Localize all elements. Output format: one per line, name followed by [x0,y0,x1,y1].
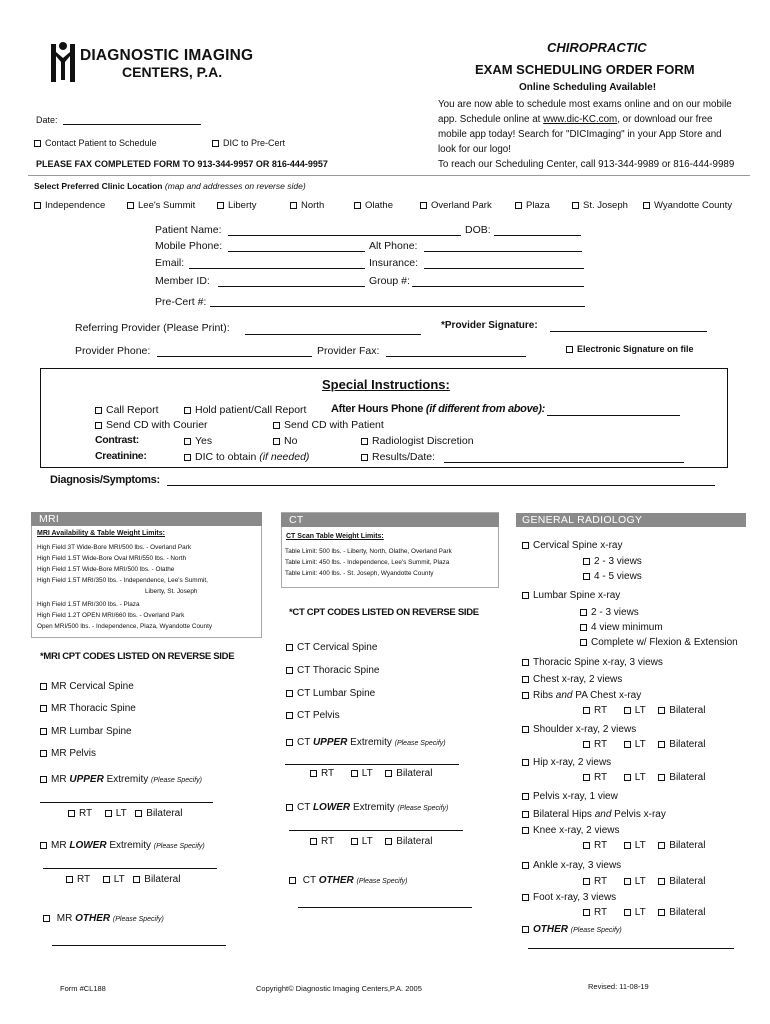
bilateral-checkbox[interactable] [658,842,665,849]
clinic-checkbox[interactable] [127,202,134,209]
ct-cpt-note: *CT CPT CODES LISTED ON REVERSE SIDE [289,607,479,618]
knee-sides [583,840,705,851]
bilateral-checkbox[interactable] [658,774,665,781]
shoulder-rt[interactable]: RT [583,739,607,750]
foot-xray-checkbox[interactable] [522,894,529,901]
rt-checkbox[interactable] [68,810,75,817]
rt-checkbox[interactable] [310,838,317,845]
views-checkbox[interactable] [583,573,590,580]
dob-label: DOB: [465,224,491,236]
mri-limit-1: High Field 1.5T Wide-Bore Oval MRI/550 lbs. - North [37,555,187,562]
patient-name-field[interactable] [228,235,461,236]
dic-obtain-option[interactable]: DIC to obtain (if needed) [184,451,309,463]
alt-phone-label: Alt Phone: [369,240,418,252]
dic-precert-option[interactable]: DIC to Pre-Cert [212,138,285,148]
mr-cervical-checkbox[interactable] [40,683,47,690]
bilateral-checkbox[interactable] [658,741,665,748]
group-label: Group #: [369,275,410,287]
mri-limit-7: Open MRI/500 lbs. - Independence, Plaza, Wyandotte County [37,623,213,630]
patient-name-label: Patient Name: [155,224,222,236]
mobile-phone-field[interactable] [228,251,365,252]
ct-upper-bilateral[interactable]: Bilateral [385,768,432,779]
mr-upper-extremity[interactable]: MR UPPER Extremity (Please Specify) [40,774,202,785]
mr-lower-bilateral[interactable]: Bilateral [133,874,180,885]
after-hours-label: After Hours Phone (if different from above): [331,403,545,415]
cervical-spine-xray[interactable]: Cervical Spine x-ray [522,540,622,551]
results-date-checkbox[interactable] [361,454,368,461]
online-text-3: mobile app today! Search for "DICImaging" in your App Store and [438,129,722,140]
dic-obtain-checkbox[interactable] [184,454,191,461]
ankle-xray[interactable]: Ankle x-ray, 3 views [522,860,621,871]
lumbar-2-3-views[interactable]: 2 - 3 views [580,607,639,618]
lt-checkbox[interactable] [624,842,631,849]
mr-cervical-spine[interactable]: MR Cervical Spine [40,681,134,692]
lt-checkbox[interactable] [103,876,110,883]
results-date-option[interactable]: Results/Date: [361,451,435,463]
precert-field[interactable] [210,306,585,307]
creatinine-label: Creatinine: [95,450,147,462]
diagnosis-label: Diagnosis/Symptoms: [50,474,160,486]
send-cd-patient-option[interactable]: Send CD with Patient [273,419,384,431]
hip-rt[interactable]: RT [583,772,607,783]
ct-limit-1: Table Limit: 450 lbs. - Independence, Lee's Summit, Plaza [285,559,450,566]
ankle-rt[interactable]: RT [583,876,607,887]
rt-checkbox[interactable] [66,876,73,883]
views-checkbox[interactable] [580,639,587,646]
lt-checkbox[interactable] [351,838,358,845]
hip-lt[interactable]: LT [624,772,646,783]
date-label: Date: [36,115,58,125]
contrast-no-option[interactable]: No [273,435,297,447]
shoulder-bilateral[interactable]: Bilateral [658,739,705,750]
hold-patient-checkbox[interactable] [184,407,191,414]
provider-signature-field[interactable] [550,331,707,332]
mri-limit-0: High Field 3T Wide-Bore MRI/500 lbs. - Overland Park [37,544,192,551]
mr-pelvis[interactable]: MR Pelvis [40,748,96,759]
logo-figure-icon [50,40,76,84]
ribs-xray[interactable]: Ribs and PA Chest x-ray [522,690,641,701]
ct-lower-checkbox[interactable] [286,804,293,811]
mr-upper-bilateral[interactable]: Bilateral [135,808,182,819]
clinic-north[interactable]: North [290,200,324,211]
dic-precert-checkbox[interactable] [212,140,219,147]
clinic-checkbox[interactable] [217,202,224,209]
thoracic-xray-checkbox[interactable] [522,659,529,666]
ct-lower-rt[interactable]: RT [310,836,334,847]
bilateral-checkbox[interactable] [658,878,665,885]
cervical-4-5-views[interactable]: 4 - 5 views [583,571,642,582]
bilateral-checkbox[interactable] [658,707,665,714]
member-id-field[interactable] [218,286,365,287]
mr-lumbar-checkbox[interactable] [40,728,47,735]
ankle-lt[interactable]: LT [624,876,646,887]
mri-limit-5: High Field 1.5T MRI/300 lbs. - Plaza [37,601,140,608]
title-form: EXAM SCHEDULING ORDER FORM [475,62,695,77]
mr-upper-lt[interactable]: LT [105,808,127,819]
ct-lower-field[interactable] [289,830,463,831]
mr-thoracic-checkbox[interactable] [40,705,47,712]
ankle-bilateral[interactable]: Bilateral [658,876,705,887]
insurance-label: Insurance: [369,257,419,269]
hip-sides [583,772,705,783]
contrast-yes-option[interactable]: Yes [184,435,212,447]
website-link[interactable]: www.dic-KC.com [543,114,618,125]
shoulder-sides [583,739,705,750]
mr-other-field[interactable] [52,945,226,946]
ct-upper-rt[interactable]: RT [310,768,334,779]
member-id-label: Member ID: [155,275,210,287]
electronic-signature-option[interactable]: Electronic Signature on file [566,344,694,354]
ct-upper-sides [310,768,432,779]
online-text-4: look for our logo! [438,144,511,155]
provider-phone-field[interactable] [157,356,312,357]
clinic-checkbox[interactable] [515,202,522,209]
mr-lower-checkbox[interactable] [40,842,47,849]
ct-lower-bilateral[interactable]: Bilateral [385,836,432,847]
mr-lower-sides [66,874,180,885]
bilateral-checkbox[interactable] [385,770,392,777]
hip-xray[interactable]: Hip x-ray, 2 views [522,757,611,768]
fax-instruction: PLEASE FAX COMPLETED FORM TO 913-344-9957 OR 816-444-9957 [36,159,328,169]
results-date-field[interactable] [444,462,684,463]
mr-other-checkbox[interactable] [43,915,50,922]
ct-lower-sides [310,836,432,847]
send-cd-courier-checkbox[interactable] [95,422,102,429]
pelvis-xray[interactable]: Pelvis x-ray, 1 view [522,791,618,802]
title-chiropractic: CHIROPRACTIC [547,40,647,55]
lumbar-complete[interactable]: Complete w/ Flexion & Extension [580,637,738,648]
ribs-lt[interactable]: LT [624,705,646,716]
clinic-st-joseph[interactable]: St. Joseph [572,200,628,211]
mr-thoracic-spine[interactable]: MR Thoracic Spine [40,703,136,714]
mr-lower-extremity[interactable]: MR LOWER Extremity (Please Specify) [40,840,205,851]
mr-upper-rt[interactable]: RT [68,808,92,819]
views-checkbox[interactable] [580,609,587,616]
ct-thoracic-checkbox[interactable] [286,667,293,674]
foot-lt[interactable]: LT [624,907,646,918]
bilateral-checkbox[interactable] [658,909,665,916]
mr-pelvis-checkbox[interactable] [40,750,47,757]
foot-sides [583,907,705,918]
shoulder-xray-checkbox[interactable] [522,726,529,733]
clinic-independence[interactable]: Independence [34,200,105,211]
mr-lower-field[interactable] [43,868,217,869]
ct-limit-2: Table Limit: 400 lbs. - St. Joseph, Wyandotte County [285,570,434,577]
call-report-option[interactable]: Call Report [95,404,159,416]
ct-cervical-checkbox[interactable] [286,644,293,651]
clinic-checkbox[interactable] [34,202,41,209]
scheduling-center-text: To reach our Scheduling Center, call 913-344-9989 or 816-444-9989 [438,159,735,170]
rt-checkbox[interactable] [583,741,590,748]
ct-thoracic-spine[interactable]: CT Thoracic Spine [286,665,379,676]
general-radiology-header: GENERAL RADIOLOGY [516,513,746,527]
clinic-checkbox[interactable] [354,202,361,209]
after-hours-field[interactable] [547,415,680,416]
ct-cervical-spine[interactable]: CT Cervical Spine [286,642,377,653]
ct-lower-extremity[interactable]: CT LOWER Extremity (Please Specify) [286,802,448,813]
ribs-sides [583,705,705,716]
referring-provider-label: Referring Provider (Please Print): [75,322,230,334]
precert-label: Pre-Cert #: [155,296,207,308]
dob-field[interactable] [494,235,581,236]
ct-lumbar-spine[interactable]: CT Lumbar Spine [286,688,375,699]
ct-pelvis[interactable]: CT Pelvis [286,710,340,721]
mr-lower-lt[interactable]: LT [103,874,125,885]
ct-upper-field[interactable] [285,764,459,765]
ankle-sides [583,876,705,887]
bilateral-checkbox[interactable] [385,838,392,845]
gr-other-checkbox[interactable] [522,926,529,933]
mri-header: MRI [31,512,262,526]
mri-limit-6: High Field 1.2T OPEN MRI/660 lbs. - Overland Park [37,612,185,619]
contrast-yes-checkbox[interactable] [184,438,191,445]
bilateral-checkbox[interactable] [133,876,140,883]
views-checkbox[interactable] [580,624,587,631]
contrast-label: Contrast: [95,434,139,446]
mr-upper-field[interactable] [40,802,213,803]
lt-checkbox[interactable] [624,878,631,885]
contact-patient-option[interactable]: Contact Patient to Schedule [34,138,157,148]
copyright: Copyright© Diagnostic Imaging Centers,P.A. 2005 [256,984,422,993]
rt-checkbox[interactable] [310,770,317,777]
knee-xray[interactable]: Knee x-ray, 2 views [522,825,620,836]
hip-xray-checkbox[interactable] [522,759,529,766]
clinic-checkbox[interactable] [572,202,579,209]
rt-checkbox[interactable] [583,842,590,849]
mobile-phone-label: Mobile Phone: [155,240,223,252]
foot-bilateral[interactable]: Bilateral [658,907,705,918]
alt-phone-field[interactable] [424,251,582,252]
cervical-2-3-views[interactable]: 2 - 3 views [583,556,642,567]
diagnosis-field[interactable] [167,485,715,486]
send-cd-patient-checkbox[interactable] [273,422,280,429]
ct-upper-lt[interactable]: LT [351,768,373,779]
referring-provider-field[interactable] [245,334,421,335]
rt-checkbox[interactable] [583,909,590,916]
ribs-bilateral[interactable]: Bilateral [658,705,705,716]
hip-bilateral[interactable]: Bilateral [658,772,705,783]
revised-date: Revised: 11-08-19 [588,982,649,991]
gr-other-field[interactable] [528,948,734,949]
lumbar-4-view-min[interactable]: 4 view minimum [580,622,663,633]
mri-cpt-note: *MRI CPT CODES LISTED ON REVERSE SIDE [40,651,235,662]
clinic-wyandotte[interactable]: Wyandotte County [643,200,732,211]
clinic-heading: Select Preferred Clinic Location (map and addresses on reverse side) [34,181,306,191]
ribs-xray-checkbox[interactable] [522,692,529,699]
provider-phone-label: Provider Phone: [75,345,151,357]
mri-limits-title: MRI Availability & Table Weight Limits: [37,530,165,537]
clinic-liberty[interactable]: Liberty [217,200,257,211]
clinic-plaza[interactable]: Plaza [515,200,550,211]
online-text-1: You are now able to schedule most exams online and on our mobile [438,99,732,110]
special-instructions-heading: Special Instructions: [322,377,450,392]
hold-patient-option[interactable]: Hold patient/Call Report [184,404,306,416]
group-field[interactable] [412,286,584,287]
clinic-overland-park[interactable]: Overland Park [420,200,492,211]
mr-upper-checkbox[interactable] [40,776,47,783]
clinic-checkbox[interactable] [290,202,297,209]
mri-limit-4: Liberty, St. Joseph [145,588,198,595]
form-number: Form #CL188 [60,984,106,993]
chest-xray[interactable]: Chest x-ray, 2 views [522,674,622,685]
ct-upper-extremity[interactable]: CT UPPER Extremity (Please Specify) [286,737,446,748]
online-heading: Online Scheduling Available! [519,82,657,93]
lumbar-xray-checkbox[interactable] [522,592,529,599]
provider-fax-field[interactable] [386,356,526,357]
contrast-no-checkbox[interactable] [273,438,280,445]
mri-limit-3: High Field 1.5T MRI/350 lbs. - Independence, Lee's Summit, [37,577,208,584]
ct-header: CT [281,513,499,527]
foot-xray[interactable]: Foot x-ray, 3 views [522,892,616,903]
rt-checkbox[interactable] [583,774,590,781]
date-field[interactable] [63,124,201,125]
knee-rt[interactable]: RT [583,840,607,851]
clinic-olathe[interactable]: Olathe [354,200,393,211]
clinic-checkbox[interactable] [643,202,650,209]
bilateral-hips-xray[interactable]: Bilateral Hips and Pelvis x-ray [522,809,666,820]
rt-checkbox[interactable] [583,707,590,714]
ct-upper-checkbox[interactable] [286,739,293,746]
mr-lower-rt[interactable]: RT [66,874,90,885]
online-text [438,97,732,157]
knee-xray-checkbox[interactable] [522,827,529,834]
mr-other[interactable]: MR OTHER (Please Specify) [43,913,164,924]
ct-other-checkbox[interactable] [289,877,296,884]
divider [28,175,750,176]
online-text-2: app. Schedule online at www.dic-KC.com, or download our free [438,114,713,125]
views-checkbox[interactable] [583,558,590,565]
email-field[interactable] [189,268,365,269]
mr-lumbar-spine[interactable]: MR Lumbar Spine [40,726,132,737]
contact-patient-checkbox[interactable] [34,140,41,147]
logo-line2: CENTERS, P.A. [122,64,223,80]
radiologist-discretion-checkbox[interactable] [361,438,368,445]
provider-signature-label: *Provider Signature: [441,320,538,331]
radiologist-discretion-option[interactable]: Radiologist Discretion [361,435,474,447]
mr-upper-sides [68,808,182,819]
clinic-lees-summit[interactable]: Lee's Summit [127,200,195,211]
ct-lumbar-checkbox[interactable] [286,690,293,697]
lt-checkbox[interactable] [624,909,631,916]
pelvis-xray-checkbox[interactable] [522,793,529,800]
bilateral-hips-checkbox[interactable] [522,811,529,818]
lt-checkbox[interactable] [624,707,631,714]
cervical-xray-checkbox[interactable] [522,542,529,549]
lt-checkbox[interactable] [351,770,358,777]
lumbar-spine-xray[interactable]: Lumbar Spine x-ray [522,590,620,601]
knee-bilateral[interactable]: Bilateral [658,840,705,851]
foot-rt[interactable]: RT [583,907,607,918]
gr-other[interactable]: OTHER (Please Specify) [522,924,622,935]
ct-pelvis-checkbox[interactable] [286,712,293,719]
send-cd-courier-option[interactable]: Send CD with Courier [95,419,208,431]
shoulder-lt[interactable]: LT [624,739,646,750]
ribs-rt[interactable]: RT [583,705,607,716]
lt-checkbox[interactable] [624,741,631,748]
logo-line1: DIAGNOSTIC IMAGING [80,47,254,64]
thoracic-spine-xray[interactable]: Thoracic Spine x-ray, 3 views [522,657,663,668]
ct-limits-title: CT Scan Table Weight Limits: [286,533,384,540]
email-label: Email: [155,257,185,269]
ankle-xray-checkbox[interactable] [522,862,529,869]
rt-checkbox[interactable] [583,878,590,885]
shoulder-xray[interactable]: Shoulder x-ray, 2 views [522,724,636,735]
clinic-checkbox[interactable] [420,202,427,209]
insurance-field[interactable] [424,268,584,269]
knee-lt[interactable]: LT [624,840,646,851]
provider-fax-label: Provider Fax: [317,345,380,357]
ct-other-field[interactable] [298,907,472,908]
mri-limit-2: High Field 1.5T Wide-Bore MRI/500 lbs. - Olathe [37,566,175,573]
ct-other[interactable]: CT OTHER (Please Specify) [289,875,407,886]
electronic-signature-checkbox[interactable] [566,346,573,353]
bilateral-checkbox[interactable] [135,810,142,817]
ct-limit-0: Table Limit: 500 lbs. - Liberty, North, Olathe, Overland Park [285,548,452,555]
chest-xray-checkbox[interactable] [522,676,529,683]
call-report-checkbox[interactable] [95,407,102,414]
ct-lower-lt[interactable]: LT [351,836,373,847]
lt-checkbox[interactable] [105,810,112,817]
lt-checkbox[interactable] [624,774,631,781]
